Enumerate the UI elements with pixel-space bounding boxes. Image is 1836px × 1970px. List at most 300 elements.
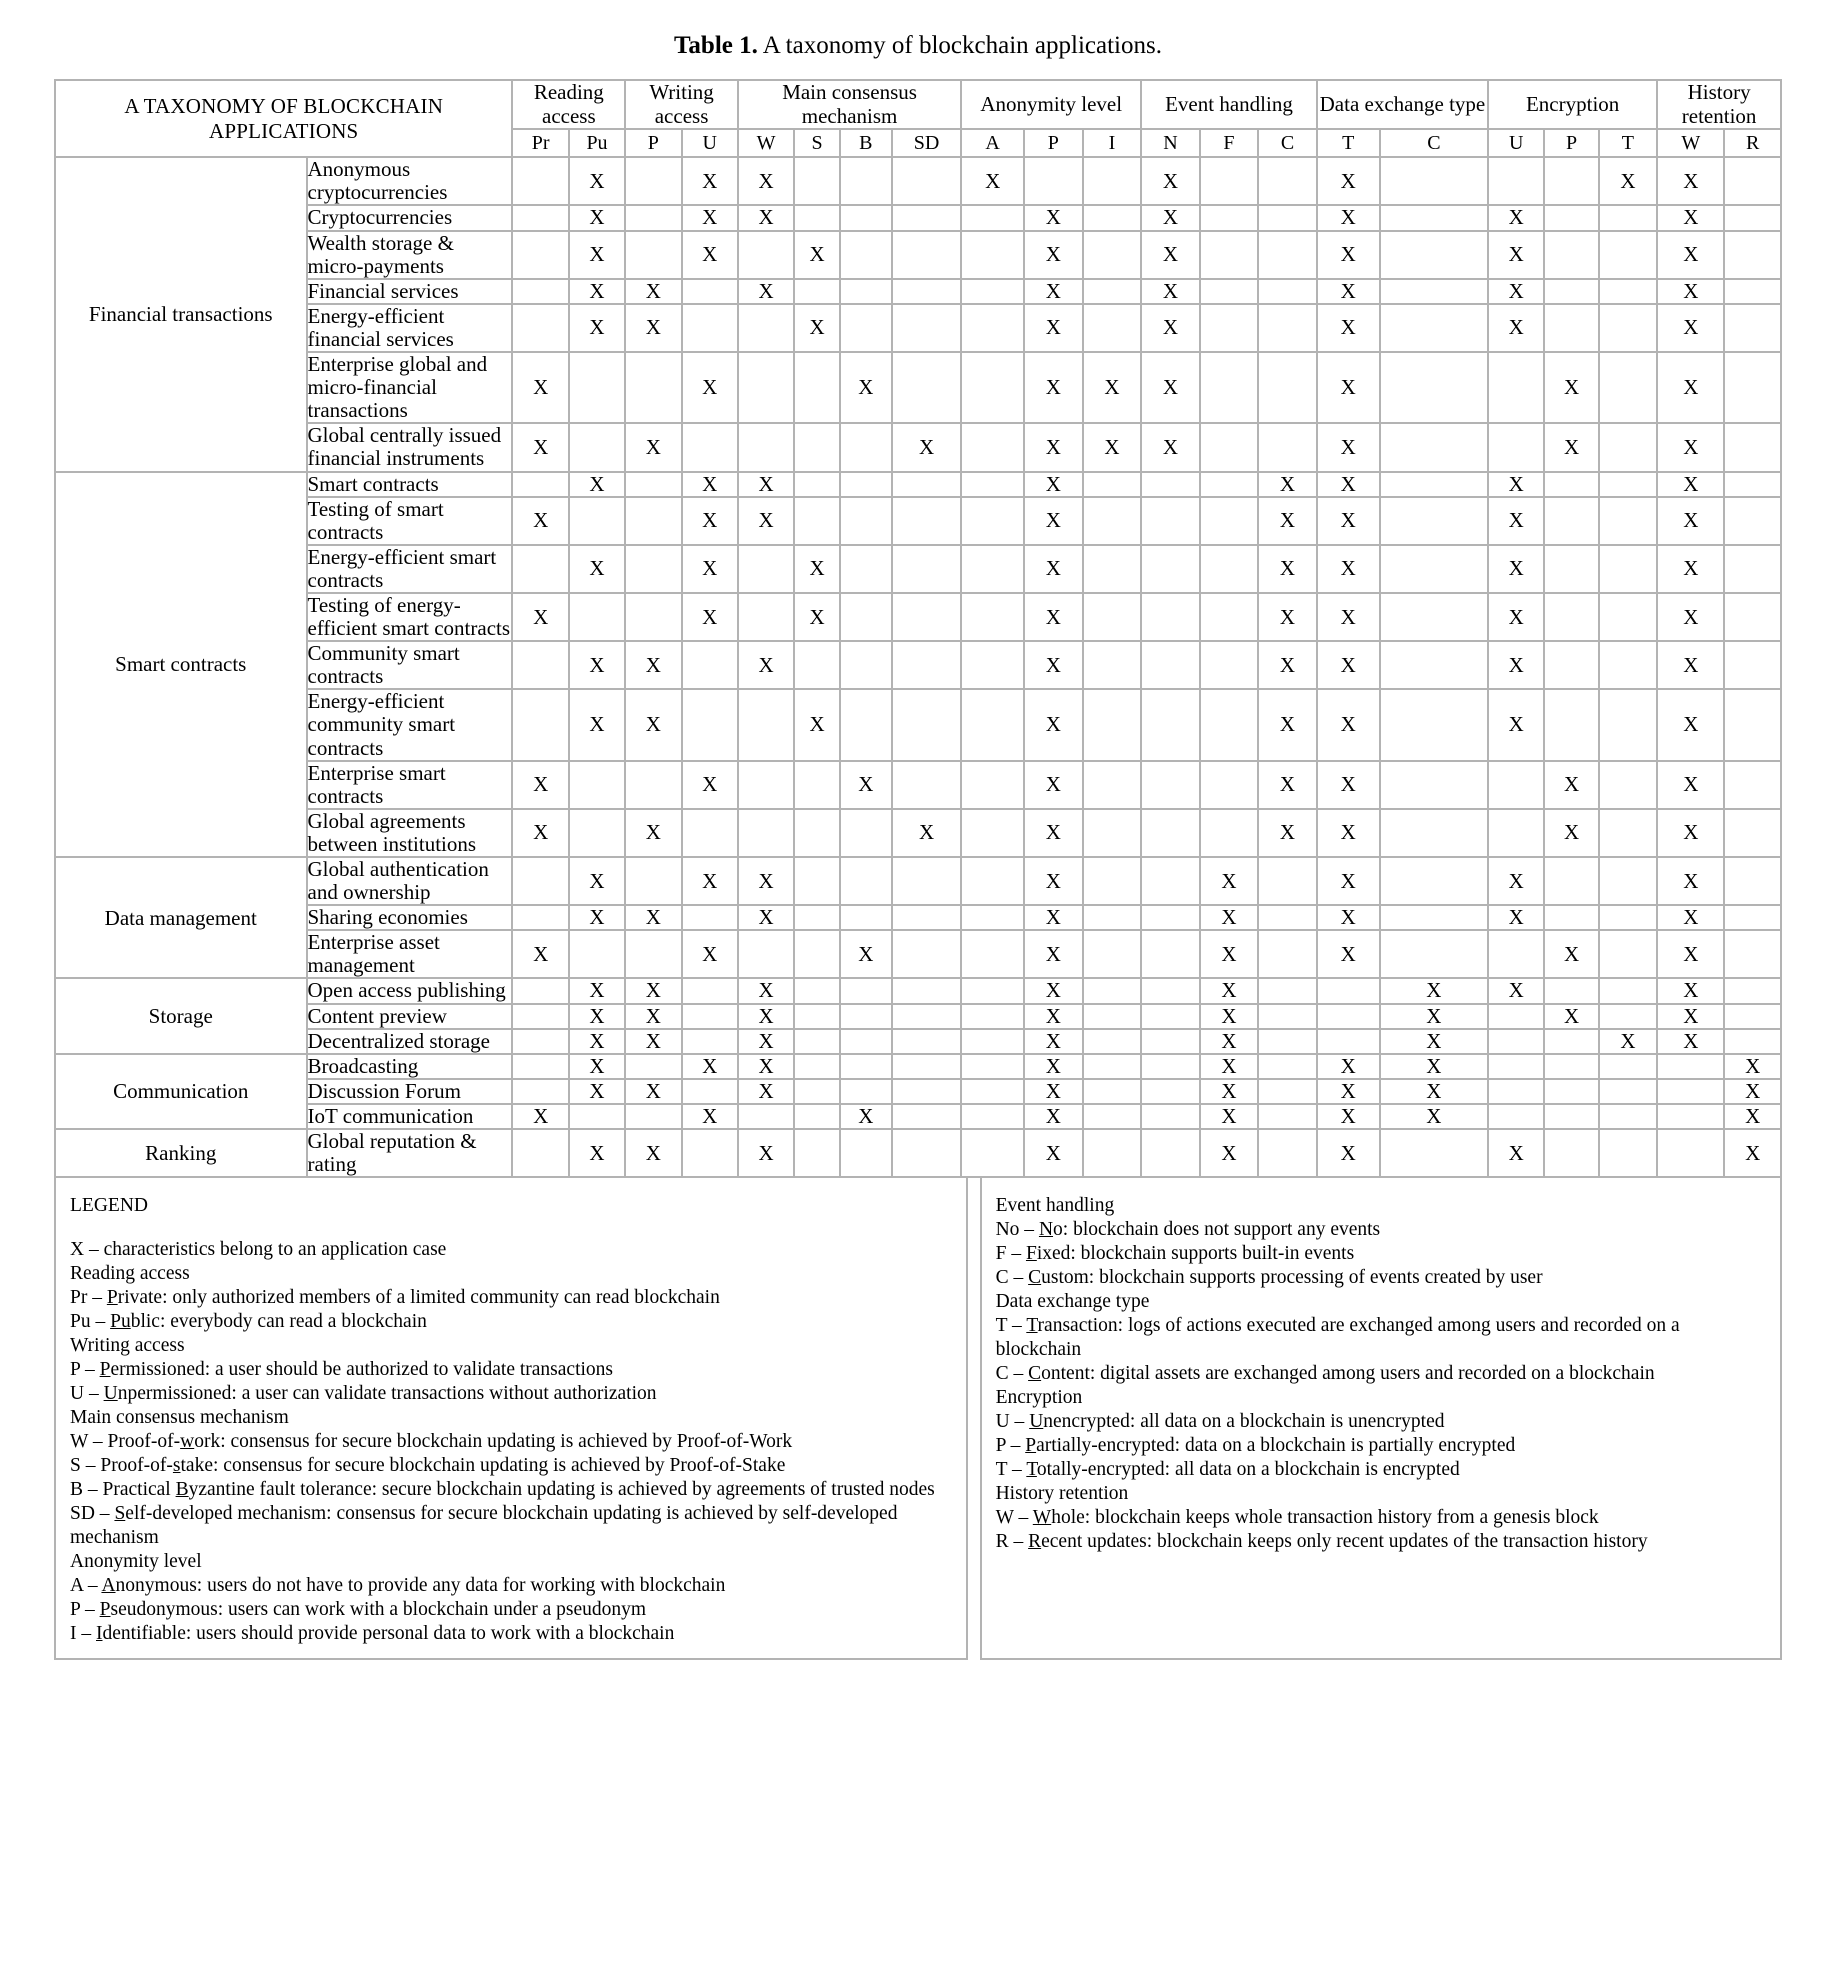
mark-cell-empty — [1258, 205, 1317, 230]
mark-cell-empty — [1724, 157, 1781, 205]
mark-cell-empty — [1724, 497, 1781, 545]
mark-cell-checked: X — [1488, 857, 1544, 905]
mark-cell-empty — [1488, 423, 1544, 471]
legend-line: Reading access — [70, 1263, 190, 1285]
mark-cell-empty — [1083, 978, 1142, 1003]
mark-cell-empty — [1083, 304, 1142, 352]
mark-cell-checked: X — [1317, 641, 1380, 689]
mark-cell-empty — [961, 857, 1024, 905]
mark-cell-empty — [961, 593, 1024, 641]
mark-cell-empty — [512, 157, 568, 205]
mark-cell-empty — [1200, 157, 1259, 205]
legend-line: Writing access — [70, 1335, 185, 1357]
mark-cell-checked: X — [682, 472, 738, 497]
mark-cell-empty — [892, 231, 961, 279]
mark-cell-empty — [892, 1054, 961, 1079]
mark-cell-empty — [512, 231, 568, 279]
mark-cell-empty — [738, 761, 794, 809]
mark-cell-empty — [1200, 761, 1259, 809]
mark-cell-empty — [1544, 472, 1598, 497]
mark-cell-empty — [961, 1054, 1024, 1079]
mark-cell-checked: X — [1544, 352, 1598, 423]
mark-cell-checked: X — [1317, 930, 1380, 978]
mark-cell-empty — [1599, 905, 1658, 930]
mark-cell-checked: X — [682, 497, 738, 545]
column-code-header: N — [1141, 129, 1200, 157]
mark-cell-checked: X — [1024, 497, 1083, 545]
category-cell: Financial transactions — [55, 157, 307, 471]
mark-cell-empty — [512, 304, 568, 352]
mark-cell-empty — [1258, 231, 1317, 279]
mark-cell-empty — [1724, 689, 1781, 760]
mark-cell-empty — [794, 857, 840, 905]
mark-cell-empty — [961, 905, 1024, 930]
mark-cell-checked: X — [1317, 1129, 1380, 1177]
mark-cell-empty — [1599, 593, 1658, 641]
column-group-header: Anonymity level — [961, 80, 1141, 129]
mark-cell-empty — [1599, 1104, 1658, 1129]
application-cell: Broadcasting — [307, 1054, 513, 1079]
mark-cell-checked: X — [1488, 1129, 1544, 1177]
mark-cell-checked: X — [1488, 231, 1544, 279]
mark-cell-empty — [625, 761, 681, 809]
mark-cell-empty — [1544, 1029, 1598, 1054]
mark-cell-checked: X — [569, 1004, 625, 1029]
mark-cell-checked: X — [1200, 905, 1259, 930]
table-row — [55, 1029, 1781, 1054]
mark-cell-empty — [1724, 761, 1781, 809]
mark-cell-empty — [512, 279, 568, 304]
table-row — [55, 641, 1781, 689]
mark-cell-empty — [840, 905, 892, 930]
mark-cell-checked: X — [1200, 1129, 1259, 1177]
table-row — [55, 593, 1781, 641]
mark-cell-empty — [1200, 352, 1259, 423]
mark-cell-empty — [840, 857, 892, 905]
mark-cell-checked: X — [1317, 1079, 1380, 1104]
legend-line: No – No: blockchain does not support any events — [995, 1219, 1381, 1241]
application-cell: Financial services — [307, 279, 513, 304]
mark-cell-empty — [840, 1129, 892, 1177]
mark-cell-checked: X — [1657, 231, 1724, 279]
mark-cell-checked: X — [1258, 593, 1317, 641]
legend-line: B – Practical Byzantine fault tolerance: secure blockchain updating is achieved by agreements of trusted nodes — [70, 1479, 935, 1501]
column-code-header: C — [1380, 129, 1488, 157]
mark-cell-empty — [794, 978, 840, 1003]
mark-cell-empty — [1258, 978, 1317, 1003]
mark-cell-empty — [1488, 157, 1544, 205]
mark-cell-empty — [1380, 472, 1488, 497]
mark-cell-empty — [794, 157, 840, 205]
table-row — [55, 1104, 1781, 1129]
mark-cell-checked: X — [1317, 593, 1380, 641]
mark-cell-checked: X — [1488, 593, 1544, 641]
table-caption — [54, 30, 1782, 61]
mark-cell-empty — [794, 472, 840, 497]
mark-cell-empty — [512, 1029, 568, 1054]
mark-cell-checked: X — [569, 1054, 625, 1079]
mark-cell-empty — [1083, 761, 1142, 809]
mark-cell-checked: X — [682, 157, 738, 205]
mark-cell-empty — [961, 497, 1024, 545]
mark-cell-checked: X — [512, 761, 568, 809]
legend-line: P – Pseudonymous: users can work with a blockchain under a pseudonym — [70, 1598, 647, 1620]
mark-cell-empty — [1599, 1054, 1658, 1079]
mark-cell-empty — [840, 593, 892, 641]
mark-cell-empty — [682, 1004, 738, 1029]
column-code-header: Pu — [569, 129, 625, 157]
mark-cell-checked: X — [794, 593, 840, 641]
column-group-header: History retention — [1657, 80, 1781, 129]
column-code-header: P — [1024, 129, 1083, 157]
legend-line: W – Whole: blockchain keeps whole transaction history from a genesis block — [995, 1507, 1599, 1529]
category-cell: Ranking — [55, 1129, 307, 1177]
mark-cell-empty — [840, 231, 892, 279]
mark-cell-checked: X — [1488, 279, 1544, 304]
mark-cell-checked: X — [1200, 857, 1259, 905]
mark-cell-empty — [961, 1129, 1024, 1177]
legend-spacer — [70, 1218, 952, 1238]
mark-cell-empty — [892, 279, 961, 304]
mark-cell-empty — [1258, 1129, 1317, 1177]
mark-cell-checked: X — [1200, 1054, 1259, 1079]
mark-cell-empty — [1380, 857, 1488, 905]
mark-cell-checked: X — [1141, 423, 1200, 471]
mark-cell-empty — [892, 1004, 961, 1029]
mark-cell-checked: X — [512, 809, 568, 857]
table-row — [55, 279, 1781, 304]
mark-cell-empty — [1488, 809, 1544, 857]
mark-cell-empty — [1141, 1054, 1200, 1079]
mark-cell-empty — [512, 472, 568, 497]
mark-cell-empty — [569, 761, 625, 809]
mark-cell-empty — [1083, 1029, 1142, 1054]
mark-cell-empty — [1083, 157, 1142, 205]
mark-cell-checked: X — [1488, 641, 1544, 689]
mark-cell-empty — [794, 1079, 840, 1104]
application-cell: Open access publishing — [307, 978, 513, 1003]
application-cell: Energy-efficient financial services — [307, 304, 513, 352]
mark-cell-checked: X — [1141, 205, 1200, 230]
mark-cell-empty — [1141, 1129, 1200, 1177]
mark-cell-empty — [1599, 641, 1658, 689]
mark-cell-checked: X — [682, 352, 738, 423]
mark-cell-checked: X — [512, 423, 568, 471]
mark-cell-checked: X — [1657, 930, 1724, 978]
mark-cell-empty — [625, 1054, 681, 1079]
mark-cell-empty — [1200, 423, 1259, 471]
mark-cell-empty — [892, 930, 961, 978]
mark-cell-checked: X — [625, 1029, 681, 1054]
mark-cell-empty — [1200, 231, 1259, 279]
application-cell: Enterprise smart contracts — [307, 761, 513, 809]
mark-cell-empty — [1258, 157, 1317, 205]
mark-cell-empty — [682, 279, 738, 304]
mark-cell-empty — [794, 1104, 840, 1129]
mark-cell-empty — [961, 231, 1024, 279]
mark-cell-empty — [1083, 231, 1142, 279]
mark-cell-empty — [569, 809, 625, 857]
mark-cell-empty — [961, 472, 1024, 497]
mark-cell-checked: X — [1024, 1054, 1083, 1079]
mark-cell-empty — [840, 1054, 892, 1079]
mark-cell-empty — [1724, 472, 1781, 497]
mark-cell-checked: X — [1024, 1079, 1083, 1104]
table-row — [55, 905, 1781, 930]
mark-cell-checked: X — [1258, 497, 1317, 545]
application-cell: Testing of energy-efficient smart contracts — [307, 593, 513, 641]
application-cell: Smart contracts — [307, 472, 513, 497]
column-code-header: U — [1488, 129, 1544, 157]
mark-cell-empty — [512, 1129, 568, 1177]
legend-line: U – Unpermissioned: a user can validate transactions without authorization — [70, 1383, 657, 1405]
mark-cell-empty — [1200, 304, 1259, 352]
mark-cell-checked: X — [840, 930, 892, 978]
mark-cell-empty — [1141, 1104, 1200, 1129]
mark-cell-empty — [1380, 304, 1488, 352]
mark-cell-empty — [1258, 930, 1317, 978]
mark-cell-checked: X — [512, 930, 568, 978]
mark-cell-checked: X — [1200, 1104, 1259, 1129]
mark-cell-checked: X — [1488, 978, 1544, 1003]
mark-cell-checked: X — [738, 857, 794, 905]
mark-cell-empty — [961, 930, 1024, 978]
mark-cell-empty — [1200, 809, 1259, 857]
mark-cell-empty — [1083, 930, 1142, 978]
mark-cell-checked: X — [738, 641, 794, 689]
mark-cell-empty — [961, 1079, 1024, 1104]
legend-line: Event handling — [995, 1195, 1115, 1217]
mark-cell-checked: X — [625, 905, 681, 930]
mark-cell-empty — [892, 497, 961, 545]
mark-cell-checked: X — [794, 304, 840, 352]
mark-cell-empty — [1258, 857, 1317, 905]
caption-text: A taxonomy of blockchain applications. — [762, 32, 1162, 59]
mark-cell-checked: X — [1200, 1029, 1259, 1054]
mark-cell-empty — [794, 279, 840, 304]
category-cell: Communication — [55, 1054, 307, 1129]
mark-cell-empty — [1200, 545, 1259, 593]
mark-cell-empty — [1544, 905, 1598, 930]
mark-cell-empty — [892, 352, 961, 423]
mark-cell-empty — [1488, 352, 1544, 423]
mark-cell-checked: X — [1024, 205, 1083, 230]
mark-cell-empty — [892, 689, 961, 760]
mark-cell-empty — [569, 930, 625, 978]
mark-cell-empty — [1141, 1004, 1200, 1029]
legend-line: P – Partially-encrypted: data on a blockchain is partially encrypted — [995, 1435, 1516, 1457]
mark-cell-empty — [1599, 1079, 1658, 1104]
mark-cell-checked: X — [569, 472, 625, 497]
table-row — [55, 1129, 1781, 1177]
mark-cell-checked: X — [1657, 205, 1724, 230]
mark-cell-empty — [1258, 1079, 1317, 1104]
mark-cell-checked: X — [1657, 689, 1724, 760]
mark-cell-empty — [1599, 205, 1658, 230]
mark-cell-empty — [1724, 641, 1781, 689]
legend-line: I – Identifiable: users should provide personal data to work with a blockchain — [70, 1622, 675, 1644]
table-row — [55, 423, 1781, 471]
mark-cell-empty — [794, 809, 840, 857]
mark-cell-checked: X — [794, 545, 840, 593]
mark-cell-empty — [738, 593, 794, 641]
mark-cell-empty — [961, 352, 1024, 423]
mark-cell-empty — [1724, 905, 1781, 930]
legend-line: S – Proof-of-stake: consensus for secure blockchain updating is achieved by Proof-of-Stake — [70, 1455, 786, 1477]
mark-cell-empty — [1488, 1104, 1544, 1129]
mark-cell-empty — [682, 1129, 738, 1177]
mark-cell-checked: X — [738, 1079, 794, 1104]
mark-cell-checked: X — [1488, 497, 1544, 545]
mark-cell-empty — [961, 978, 1024, 1003]
legend-line: R – Recent updates: blockchain keeps only recent updates of the transaction history — [995, 1531, 1648, 1552]
table-row — [55, 497, 1781, 545]
table-row — [55, 352, 1781, 423]
mark-cell-checked: X — [738, 472, 794, 497]
mark-cell-empty — [1380, 641, 1488, 689]
mark-cell-empty — [1544, 231, 1598, 279]
mark-cell-empty — [961, 423, 1024, 471]
mark-cell-empty — [892, 205, 961, 230]
mark-cell-checked: X — [1317, 1104, 1380, 1129]
mark-cell-empty — [1724, 1004, 1781, 1029]
mark-cell-checked: X — [1317, 545, 1380, 593]
mark-cell-checked: X — [1488, 905, 1544, 930]
mark-cell-empty — [1724, 857, 1781, 905]
mark-cell-checked: X — [1200, 1079, 1259, 1104]
mark-cell-empty — [1141, 930, 1200, 978]
mark-cell-checked: X — [794, 231, 840, 279]
mark-cell-empty — [512, 1004, 568, 1029]
mark-cell-empty — [1544, 304, 1598, 352]
mark-cell-empty — [892, 978, 961, 1003]
mark-cell-empty — [840, 809, 892, 857]
mark-cell-checked: X — [1024, 857, 1083, 905]
mark-cell-empty — [1724, 809, 1781, 857]
mark-cell-empty — [794, 423, 840, 471]
mark-cell-empty — [1544, 641, 1598, 689]
mark-cell-checked: X — [1599, 1029, 1658, 1054]
legend-line: Pu – Public: everybody can read a blockchain — [70, 1311, 427, 1333]
mark-cell-empty — [1258, 1029, 1317, 1054]
mark-cell-checked: X — [682, 761, 738, 809]
mark-cell-checked: X — [1024, 689, 1083, 760]
table-body — [55, 157, 1781, 1177]
mark-cell-empty — [961, 1004, 1024, 1029]
mark-cell-empty — [569, 497, 625, 545]
table-row — [55, 545, 1781, 593]
mark-cell-empty — [1599, 304, 1658, 352]
mark-cell-checked: X — [1657, 423, 1724, 471]
mark-cell-empty — [1200, 689, 1259, 760]
mark-cell-empty — [1200, 497, 1259, 545]
legend-line: A – Anonymous: users do not have to provide any data for working with blockchain — [70, 1574, 726, 1596]
mark-cell-empty — [1317, 1004, 1380, 1029]
mark-cell-checked: X — [738, 279, 794, 304]
application-cell: Decentralized storage — [307, 1029, 513, 1054]
mark-cell-empty — [1599, 857, 1658, 905]
mark-cell-empty — [961, 279, 1024, 304]
application-cell: Wealth storage & micro-payments — [307, 231, 513, 279]
mark-cell-checked: X — [1024, 1129, 1083, 1177]
application-cell: Discussion Forum — [307, 1079, 513, 1104]
mark-cell-empty — [1724, 593, 1781, 641]
mark-cell-empty — [794, 1054, 840, 1079]
mark-cell-checked: X — [1024, 641, 1083, 689]
table-row — [55, 857, 1781, 905]
mark-cell-checked: X — [1258, 809, 1317, 857]
mark-cell-empty — [1141, 497, 1200, 545]
column-group-header: Event handling — [1141, 80, 1317, 129]
mark-cell-empty — [892, 1079, 961, 1104]
mark-cell-empty — [1544, 157, 1598, 205]
mark-cell-checked: X — [1317, 1054, 1380, 1079]
mark-cell-empty — [1724, 352, 1781, 423]
mark-cell-empty — [1599, 761, 1658, 809]
column-code-header: Pr — [512, 129, 568, 157]
legend-line: T – Totally-encrypted: all data on a blockchain is encrypted — [995, 1459, 1460, 1481]
mark-cell-checked: X — [1724, 1129, 1781, 1177]
mark-cell-checked: X — [1024, 352, 1083, 423]
mark-cell-empty — [1380, 593, 1488, 641]
mark-cell-checked: X — [1657, 857, 1724, 905]
mark-cell-empty — [1141, 809, 1200, 857]
mark-cell-empty — [1380, 905, 1488, 930]
mark-cell-checked: X — [682, 545, 738, 593]
mark-cell-checked: X — [1083, 423, 1142, 471]
mark-cell-checked: X — [569, 905, 625, 930]
mark-cell-empty — [512, 641, 568, 689]
mark-cell-empty — [794, 905, 840, 930]
mark-cell-checked: X — [625, 1004, 681, 1029]
column-group-header: Data exchange type — [1317, 80, 1488, 129]
mark-cell-empty — [1657, 1079, 1724, 1104]
mark-cell-empty — [840, 205, 892, 230]
mark-cell-empty — [1380, 423, 1488, 471]
mark-cell-empty — [1544, 545, 1598, 593]
mark-cell-empty — [569, 423, 625, 471]
mark-cell-empty — [1544, 689, 1598, 760]
mark-cell-empty — [892, 1104, 961, 1129]
mark-cell-empty — [1544, 593, 1598, 641]
mark-cell-empty — [1544, 279, 1598, 304]
category-cell: Storage — [55, 978, 307, 1053]
mark-cell-empty — [1544, 978, 1598, 1003]
mark-cell-empty — [1083, 1129, 1142, 1177]
mark-cell-empty — [794, 1029, 840, 1054]
header-group-row — [55, 80, 1781, 129]
mark-cell-empty — [840, 157, 892, 205]
mark-cell-checked: X — [1724, 1054, 1781, 1079]
category-cell: Smart contracts — [55, 472, 307, 858]
mark-cell-empty — [892, 761, 961, 809]
mark-cell-checked: X — [512, 1104, 568, 1129]
mark-cell-empty — [1200, 279, 1259, 304]
mark-cell-checked: X — [1380, 978, 1488, 1003]
mark-cell-empty — [892, 472, 961, 497]
mark-cell-empty — [1599, 545, 1658, 593]
column-code-header: S — [794, 129, 840, 157]
mark-cell-checked: X — [1024, 593, 1083, 641]
mark-cell-empty — [794, 1129, 840, 1177]
mark-cell-empty — [1317, 1029, 1380, 1054]
mark-cell-empty — [1258, 304, 1317, 352]
mark-cell-empty — [1544, 497, 1598, 545]
mark-cell-empty — [738, 809, 794, 857]
legend-line: Encryption — [995, 1387, 1083, 1409]
mark-cell-checked: X — [1657, 472, 1724, 497]
legend-line: Pr – Private: only authorized members of a limited community can read blockchain — [70, 1287, 720, 1309]
